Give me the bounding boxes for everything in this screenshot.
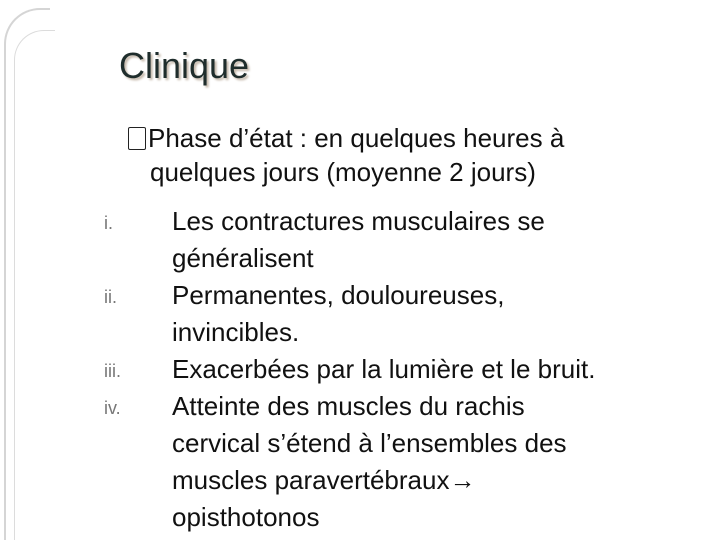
main-bullet-line-2: quelques jours (moyenne 2 jours) [150, 157, 536, 187]
main-bullet [128, 121, 698, 189]
list-item-line: Exacerbées par la lumière et le bruit. [172, 354, 596, 384]
list-item [104, 203, 714, 277]
slide-title: Clinique [119, 45, 250, 86]
list-item-line: cervical s’étend à l’ensembles des [172, 428, 567, 458]
list-marker: i. [104, 213, 113, 233]
list-item [104, 277, 714, 351]
sub-list [104, 203, 714, 536]
decorative-frame-inner [14, 30, 55, 540]
list-marker: ii. [104, 287, 117, 307]
list-item-line: opisthotonos [172, 502, 320, 532]
list-item-line: invincibles. [172, 317, 300, 347]
list-item-line: muscles paravertébraux→ [172, 465, 476, 495]
missing-glyph-icon [128, 127, 146, 150]
list-item-line: Permanentes, douloureuses, [172, 280, 505, 310]
main-bullet-line-1: Phase d’état : en quelques heures à [148, 123, 565, 153]
list-item-line: Atteinte des muscles du rachis [172, 391, 525, 421]
list-marker: iii. [104, 361, 121, 381]
list-item-line: généralisent [172, 243, 314, 273]
list-item [104, 351, 714, 388]
list-item [104, 388, 714, 536]
list-marker: iv. [104, 398, 121, 418]
list-item-line: Les contractures musculaires se [172, 206, 545, 236]
